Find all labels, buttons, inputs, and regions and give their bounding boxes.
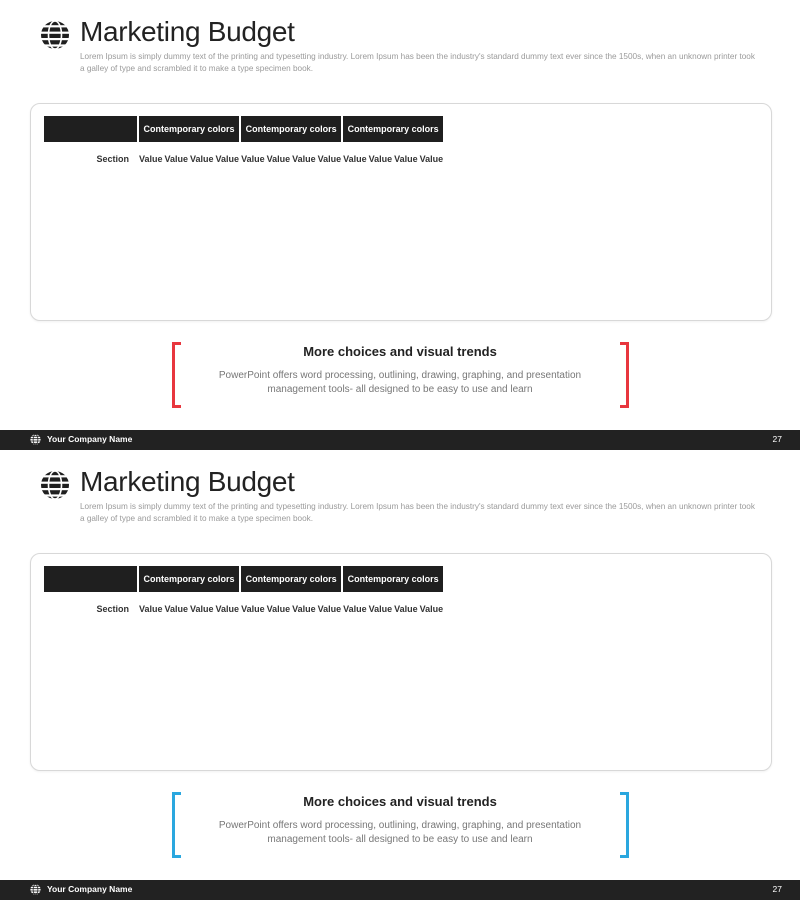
footer-company-name: Your Company Name [47,434,133,444]
group-header: Contemporary colors [139,116,239,142]
slide-footer [0,880,800,900]
slide-footer [0,430,800,450]
slide-title: Marketing Budget [80,466,295,497]
blank-header-cell [44,116,137,142]
value-header: Value [420,144,444,173]
footer-globe-icon [30,884,41,895]
slide-blue [0,450,800,900]
group-header: Contemporary colors [343,566,443,592]
budget-table-card [30,553,772,771]
callout-title: More choices and visual trends [303,794,497,809]
column-header-row [44,594,443,623]
footer-company-name: Your Company Name [47,884,133,894]
group-header: Contemporary colors [343,116,443,142]
right-bracket-decoration [620,792,629,858]
value-header: Value [343,144,367,173]
callout-body [190,819,610,847]
value-header: Value [165,594,189,623]
value-header: Value [318,594,342,623]
group-header: Contemporary colors [139,566,239,592]
group-header: Contemporary colors [241,566,341,592]
globe-logo-icon [40,470,70,500]
value-header: Value [216,594,240,623]
value-header: Value [292,144,316,173]
value-header: Value [420,594,444,623]
section-header: Section [44,144,137,173]
globe-logo-icon [40,20,70,50]
slide-subtitle: Lorem Ipsum is simply dummy text of the printing and typesetting industry. Lorem Ipsum has been the industry's standard dummy text ever since the 1500s, when an unknown printer took a galley of type and scrambled it to make a type specimen book. [80,52,755,73]
section-header: Section [44,594,137,623]
value-header: Value [369,594,393,623]
value-header: Value [318,144,342,173]
value-header: Value [165,144,189,173]
value-header: Value [216,144,240,173]
column-header-row [44,144,443,173]
value-header: Value [267,144,291,173]
value-header: Value [190,594,214,623]
budget-table [42,114,445,175]
value-header: Value [292,594,316,623]
group-header-row [44,566,443,592]
group-header-row [44,116,443,142]
left-bracket-decoration [172,342,181,408]
group-header: Contemporary colors [241,116,341,142]
left-bracket-decoration [172,792,181,858]
value-header: Value [139,144,163,173]
callout-body [190,369,610,397]
callout-title: More choices and visual trends [303,344,497,359]
footer-globe-icon [30,434,41,445]
slide-subtitle: Lorem Ipsum is simply dummy text of the printing and typesetting industry. Lorem Ipsum has been the industry's standard dummy text ever since the 1500s, when an unknown printer took a galley of type and scrambled it to make a type specimen book. [80,502,755,523]
value-header: Value [241,144,265,173]
blank-header-cell [44,566,137,592]
value-header: Value [139,594,163,623]
callout-body-line: management tools- all designed to be easy to use and learn [267,834,533,845]
budget-table [42,564,445,625]
value-header: Value [190,144,214,173]
callout-body-line: PowerPoint offers word processing, outlining, drawing, graphing, and presentation [218,370,582,381]
callout-body-line: management tools- all designed to be easy to use and learn [267,384,533,395]
value-header: Value [241,594,265,623]
right-bracket-decoration [620,342,629,408]
callout-body-line: PowerPoint offers word processing, outlining, drawing, graphing, and presentation [218,820,582,831]
slide-title: Marketing Budget [80,16,295,47]
footer-page-number: 27 [772,884,782,894]
value-header: Value [369,144,393,173]
value-header: Value [394,144,418,173]
footer-page-number: 27 [772,434,782,444]
value-header: Value [343,594,367,623]
budget-table-card [30,103,772,321]
value-header: Value [394,594,418,623]
value-header: Value [267,594,291,623]
